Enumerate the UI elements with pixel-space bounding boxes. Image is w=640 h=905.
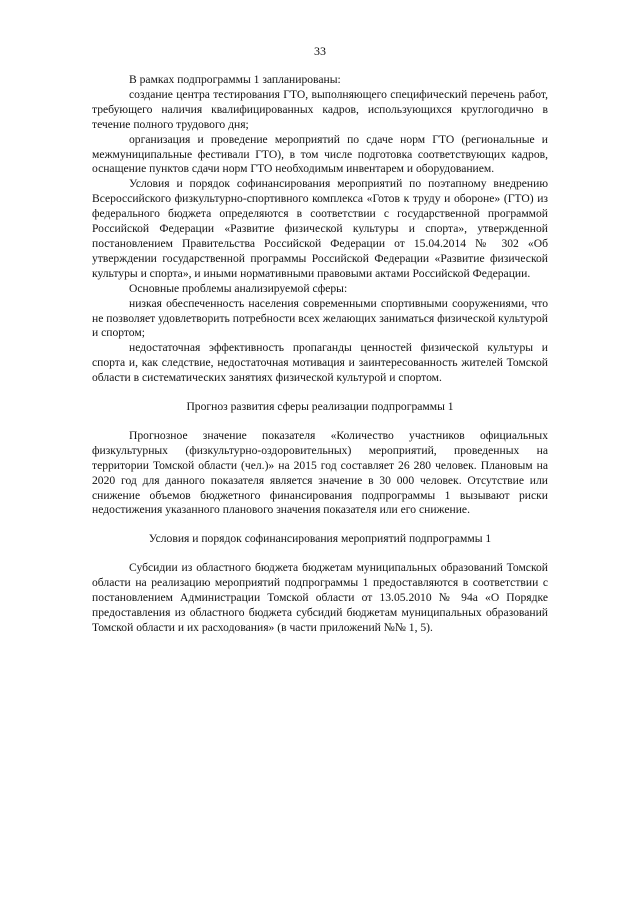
paragraph-problems-intro: Основные проблемы анализируемой сферы: xyxy=(129,281,348,295)
paragraph-federal-cofinancing: Условия и порядок софинансирования мероприятий по поэтапному внедрению Всероссийского физкультурно-спортивного комплекса «Готов к труду и обороне» (ГТО) из федерального бюджета определяются в соответствии с государственной программой Российской Федерации «Развитие физической культуры и спорта», утвержденной постановлением Правительства Российской Федерации от 15.04.2014 № 302 «Об утверждении государственной программы Российской Федерации «Развитие физической культуры и спорта», и иными нормативными правовыми актами Российской Федерации. xyxy=(92,177,548,280)
paragraph-problem-promotion: недостаточная эффективность пропаганды ценностей физической культуры и спорта и, как следствие, недостаточная мотивация и заинтересованность жителей Томской области в систематических занятиях физической культурой и спортом. xyxy=(92,341,548,385)
paragraph-gto-center: создание центра тестирования ГТО, выполняющего специфический перечень работ, требующего наличия квалифицированных кадров, использующихся круглогодично в течение полного трудового дня; xyxy=(92,87,548,131)
paragraph-forecast: Прогнозное значение показателя «Количество участников официальных физкультурных (физкультурно-оздоровительных) мероприятий, проведенных на территории Томской области (чел.)» на 2015 год составляет 26 280 человек. Плановым на 2020 год для данного показателя является значение в 30 000 человек. Отсутствие или снижение объемов бюджетного финансирования подпрограммы 1 вызывают риски недостижения указанного планового значения показателя или его снижение. xyxy=(92,428,548,517)
paragraph-cofinancing: Субсидии из областного бюджета бюджетам муниципальных образований Томской области на реализацию мероприятий подпрограммы 1 предоставляются в соответствии с постановлением Администрации Томской области от 13.05.2010 № 94а «О Порядке предоставления из областного бюджета субсидий бюджетам муниципальных образований Томской области и их расходования» (в части приложений №№ 1, 5). xyxy=(92,561,548,634)
page-body xyxy=(92,73,548,636)
paragraph-gto-events: организация и проведение мероприятий по сдаче норм ГТО (региональные и межмуниципальные фестивали ГТО), в том числе подготовка соответствующих кадров, оснащение пунктов сдачи норм ГТО необходимым инвентарем и оборудованием. xyxy=(92,132,548,176)
page-number: 33 xyxy=(314,44,326,58)
heading-cofinancing: Условия и порядок софинансирования мероприятий подпрограммы 1 xyxy=(148,532,492,546)
paragraph-planned-intro: В рамках подпрограммы 1 запланированы: xyxy=(129,73,341,86)
heading-forecast: Прогноз развития сферы реализации подпрограммы 1 xyxy=(186,400,454,414)
paragraph-problem-facilities: низкая обеспеченность населения современными спортивными сооружениями, что не позволяет удовлетворить потребности всех желающих заниматься физической культурой и спортом; xyxy=(92,296,548,340)
